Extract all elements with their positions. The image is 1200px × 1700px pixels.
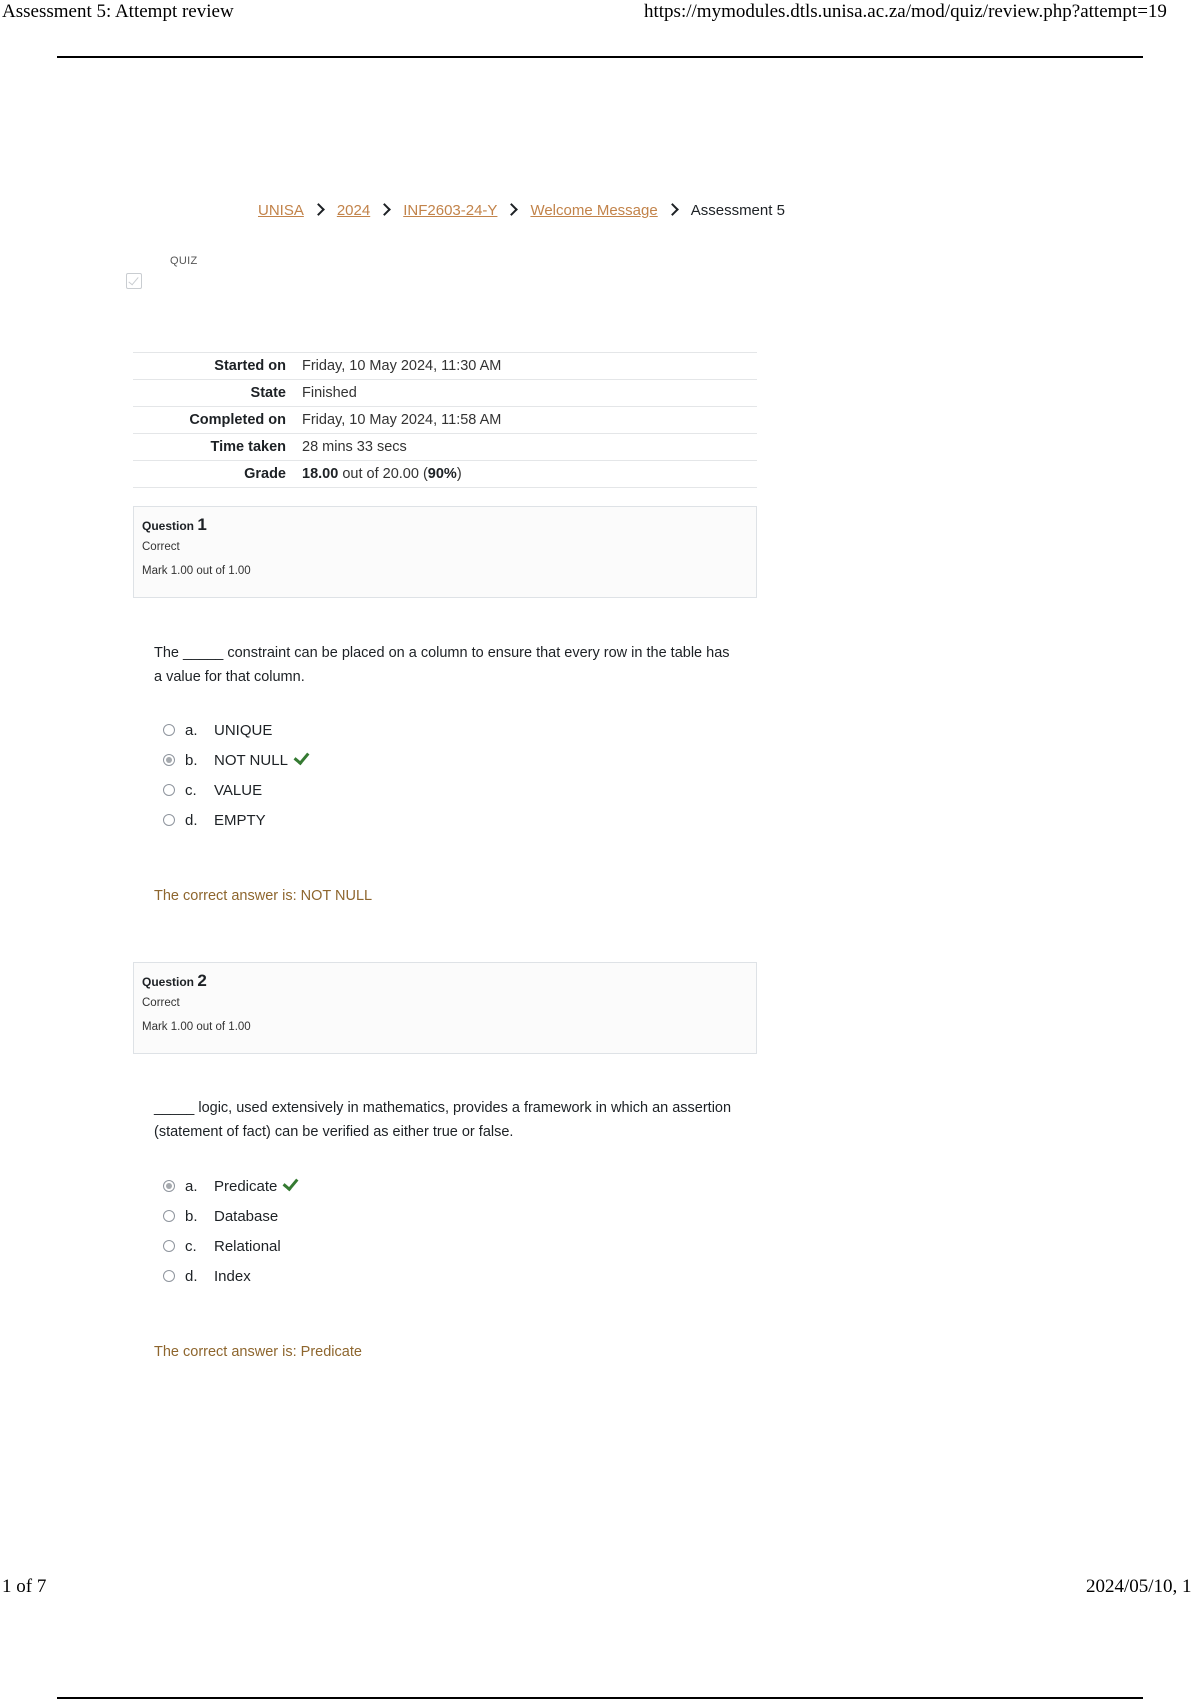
answer-text: NOT NULL [214, 751, 288, 769]
answer-letter: a. [185, 721, 198, 739]
answer-text: Database [214, 1207, 279, 1225]
grade-end: ) [456, 466, 462, 482]
print-page-title: Assessment 5: Attempt review [2, 1, 234, 22]
question-text: _____ logic, used extensively in mathematics, provides a framework in which an assertion (statement of fact) can be verified as either true or false. [154, 1100, 732, 1140]
answer-letter: b. [185, 751, 198, 769]
answer-letter: b. [185, 1207, 198, 1225]
answer-option [163, 1171, 295, 1201]
summary-row [133, 353, 757, 380]
answer-option [163, 715, 306, 745]
page-count: 1 of 7 [2, 1576, 47, 1597]
summary-row [133, 434, 757, 461]
breadcrumb-current: Assessment 5 [690, 202, 785, 219]
summary-row [133, 380, 757, 407]
grade-out-of: out of 20.00 ( [338, 466, 428, 482]
check-icon [283, 1175, 299, 1192]
correct-answer-feedback: The correct answer is: Predicate [154, 1344, 362, 1360]
breadcrumb-link-year[interactable]: 2024 [336, 202, 371, 219]
question-mark: Mark 1.00 out of 1.00 [142, 1021, 251, 1033]
print-page-url: https://mymodules.dtls.unisa.ac.za/mod/quiz/review.php?attempt=19 [644, 1, 1167, 22]
answer-letter: d. [185, 811, 198, 829]
answer-options [163, 1171, 295, 1291]
question-text: The _____ constraint can be placed on a column to ensure that every row in the table has a value for that column. [154, 645, 730, 685]
chevron-right-icon [312, 203, 325, 216]
chevron-right-icon [506, 203, 519, 216]
answer-text: EMPTY [214, 811, 266, 829]
question-state: Correct [142, 997, 180, 1009]
attempt-summary-table [133, 352, 757, 488]
summary-label: Time taken [210, 439, 286, 455]
grade-percent: 90% [427, 466, 457, 482]
grade-mark: 18.00 [302, 466, 339, 482]
chevron-right-icon [666, 203, 679, 216]
radio-button-selected[interactable] [163, 754, 175, 766]
correct-answer-feedback: The correct answer is: NOT NULL [154, 888, 373, 904]
answer-text: UNIQUE [214, 721, 273, 739]
answer-letter: c. [185, 1237, 197, 1255]
summary-label: Completed on [189, 412, 286, 428]
breadcrumb [258, 202, 785, 219]
answer-text: Index [214, 1267, 251, 1285]
question-label: Question [142, 975, 195, 989]
radio-button[interactable] [163, 1270, 175, 1282]
answer-letter: a. [185, 1177, 198, 1195]
summary-label: State [250, 385, 286, 401]
question-number-value: 1 [197, 515, 207, 534]
question-number-value: 2 [197, 971, 207, 990]
answer-options [163, 715, 306, 835]
summary-label: Started on [214, 358, 286, 374]
breadcrumb-link-course[interactable]: INF2603-24-Y [403, 202, 498, 219]
bottom-divider [57, 1697, 1143, 1699]
answer-option [163, 1201, 295, 1231]
print-date: 2024/05/10, 1 [1086, 1576, 1192, 1597]
quiz-type-label: QUIZ [170, 255, 198, 267]
radio-button[interactable] [163, 724, 175, 736]
summary-value: Friday, 10 May 2024, 11:58 AM [302, 412, 502, 428]
radio-button[interactable] [163, 784, 175, 796]
radio-button[interactable] [163, 814, 175, 826]
breadcrumb-link-section[interactable]: Welcome Message [530, 202, 658, 219]
summary-value: Friday, 10 May 2024, 11:30 AM [302, 358, 502, 374]
top-divider [57, 56, 1143, 58]
summary-label: Grade [244, 466, 286, 482]
chevron-right-icon [378, 203, 391, 216]
radio-button[interactable] [163, 1240, 175, 1252]
print-header [0, 0, 1200, 26]
summary-value: Finished [302, 385, 357, 401]
question-state: Correct [142, 541, 180, 553]
check-icon [293, 749, 309, 766]
radio-button-selected[interactable] [163, 1180, 175, 1192]
question-info-box [133, 506, 757, 598]
answer-text: Predicate [214, 1177, 278, 1195]
answer-option [163, 745, 306, 775]
answer-text: VALUE [214, 781, 263, 799]
question-number [142, 971, 748, 991]
answer-letter: c. [185, 781, 197, 799]
answer-option [163, 1261, 295, 1291]
grade-value [302, 461, 757, 488]
quiz-icon [126, 273, 142, 289]
summary-row [133, 461, 757, 488]
radio-button[interactable] [163, 1210, 175, 1222]
answer-option [163, 1231, 295, 1261]
question-mark: Mark 1.00 out of 1.00 [142, 565, 251, 577]
answer-option [163, 775, 306, 805]
question-number [142, 515, 748, 535]
summary-value: 28 mins 33 secs [302, 439, 407, 455]
answer-letter: d. [185, 1267, 198, 1285]
answer-text: Relational [214, 1237, 281, 1255]
answer-option [163, 805, 306, 835]
summary-row [133, 407, 757, 434]
question-label: Question [142, 519, 195, 533]
breadcrumb-link-unisa[interactable]: UNISA [258, 202, 304, 219]
question-info-box [133, 962, 757, 1054]
